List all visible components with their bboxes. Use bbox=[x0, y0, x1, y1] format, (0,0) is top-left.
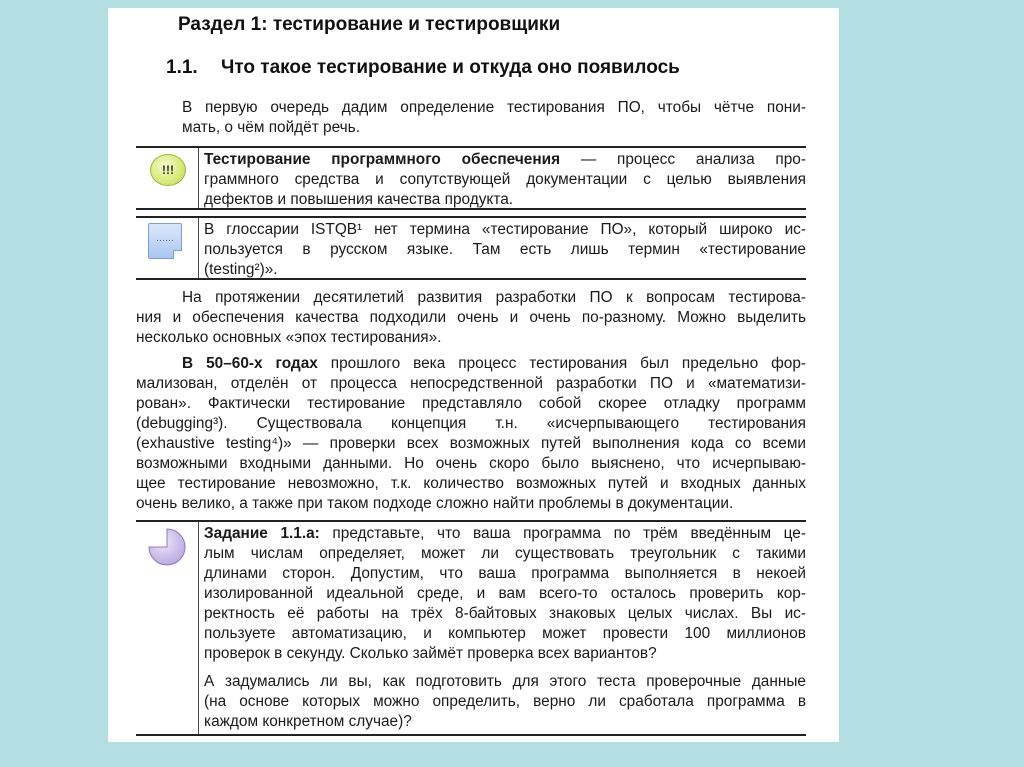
intro-paragraph bbox=[136, 98, 806, 138]
glossary-line: пользуется в русском языке. Там есть лишь термин «тестирование bbox=[204, 241, 806, 258]
glossary-icon-cell bbox=[136, 218, 199, 278]
fifties-line bbox=[136, 354, 806, 374]
task-gap bbox=[204, 664, 806, 672]
task-line bbox=[204, 524, 806, 544]
task-line: каждом конкретном случае)? bbox=[204, 713, 412, 730]
intro-line: В первую очередь дадим определение тестирования ПО, чтобы чётче пони- bbox=[182, 99, 806, 116]
fifties-line: очень велико, а также при таком подходе сложно найти проблемы в документации. bbox=[136, 495, 734, 512]
task-line: длинами сторон. Допустим, что ваша программа выполняется в некоей bbox=[204, 565, 806, 582]
glossary-text bbox=[204, 220, 806, 280]
fifties-line: (exhaustive testing⁴)» — проверки всех возможных путей выполнения кода со всеми bbox=[136, 435, 806, 452]
task-line: ректность её работы на трёх 8-байтовых знаковых целых числах. Вы ис- bbox=[204, 605, 806, 622]
fifties-paragraph bbox=[136, 354, 806, 514]
glossary-line: В глоссарии ISTQB¹ нет термина «тестирование ПО», который широко ис- bbox=[204, 221, 806, 238]
intro-line: мать, о чём пойдёт речь. bbox=[182, 119, 360, 136]
exclamation-icon: !!! bbox=[150, 154, 186, 186]
document-page bbox=[108, 8, 839, 742]
task-line: проверок в секунду. Сколько займёт проверка всех вариантов? bbox=[204, 645, 657, 662]
task-text bbox=[204, 524, 806, 732]
pie-chart-icon bbox=[146, 526, 188, 568]
fifties-line: мализован, отделён от процесса непосредственной разработки ПО и «математизи- bbox=[136, 375, 806, 392]
subsection-title bbox=[166, 57, 680, 79]
task-icon-cell bbox=[136, 522, 199, 734]
subsection-title-text: Что такое тестирование и откуда оно появилось bbox=[221, 57, 680, 78]
task-line: пользуете автоматизацию, и компьютер может провести 100 миллионов bbox=[204, 625, 806, 642]
glossary-line: (testing²)». bbox=[204, 261, 278, 278]
subsection-number: 1.1. bbox=[166, 57, 198, 78]
note-icon: …… bbox=[148, 223, 182, 259]
definition-box bbox=[136, 146, 806, 210]
definition-line-rest: — процесс анализа про- bbox=[560, 151, 806, 168]
fifties-line: возможными входными данными. Но очень скоро было выяснено, что исчерпываю- bbox=[136, 455, 806, 472]
fifties-bold: В 50–60-х годах bbox=[182, 355, 318, 372]
task-box bbox=[136, 520, 806, 736]
definition-line: дефектов и повышения качества продукта. bbox=[204, 191, 514, 208]
section-title: Раздел 1: тестирование и тестировщики bbox=[178, 14, 561, 35]
fifties-first-rest: прошлого века процесс тестирования был предельно фор- bbox=[317, 355, 807, 372]
task-line: А задумались ли вы, как подготовить для этого теста проверочные данные bbox=[204, 673, 806, 690]
history-line: ния и обеспечения качества подходили очень и очень по-разному. Можно выделить bbox=[136, 309, 806, 326]
history-line: На протяжении десятилетий развития разработки ПО к вопросам тестирова- bbox=[182, 289, 806, 306]
definition-line bbox=[204, 150, 806, 170]
glossary-box bbox=[136, 216, 806, 280]
definition-term: Тестирование программного обеспечения bbox=[204, 151, 561, 168]
task-line: лым числам определяет, может ли существовать треугольник с такими bbox=[204, 545, 806, 562]
definition-icon-cell bbox=[136, 148, 199, 208]
task-line: (на основе которых можно определить, верно ли сработала программа в bbox=[204, 693, 806, 710]
definition-line: граммного средства и сопутствующей документации с целью выявления bbox=[204, 171, 806, 188]
definition-text bbox=[204, 150, 806, 210]
task-line: изолированной идеальной среде, и вам всего-то осталось проверить кор- bbox=[204, 585, 806, 602]
fifties-line: (debugging³). Существовала концепция т.н. «исчерпывающего тестирования bbox=[136, 415, 806, 432]
history-line: несколько основных «эпох тестирования». bbox=[136, 329, 442, 346]
task-first-rest: представьте, что ваша программа по трём введённым це- bbox=[319, 525, 806, 542]
task-label: Задание 1.1.а: bbox=[204, 525, 320, 542]
fifties-line: щее тестирование невозможно, т.к. количество возможных путей и входных данных bbox=[136, 475, 806, 492]
fifties-line: рован». Фактически тестирование представляло собой скорее отладку программ bbox=[136, 395, 806, 412]
history-paragraph bbox=[136, 288, 806, 348]
